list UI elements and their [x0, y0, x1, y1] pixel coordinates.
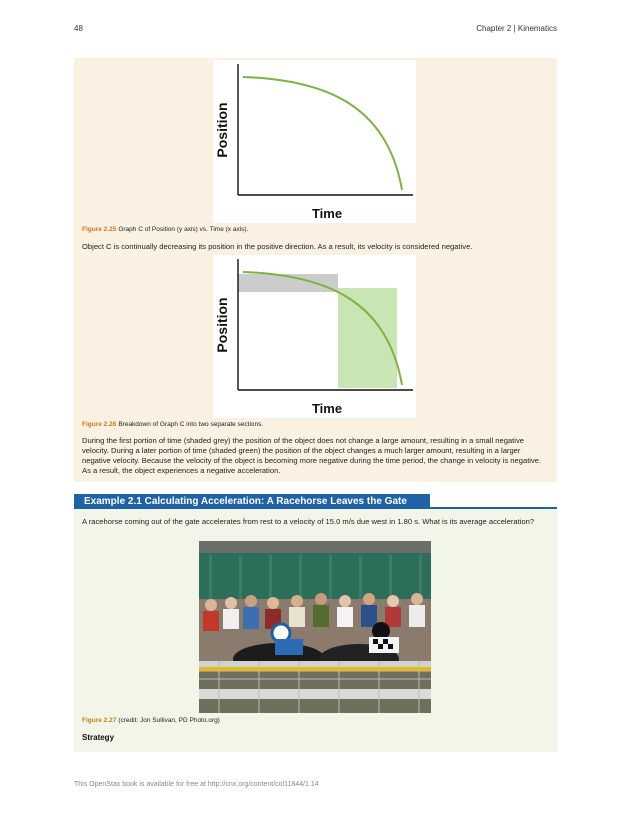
- figure-caption: [82, 717, 220, 724]
- paragraph: Object C is continually decreasing its position in the positive direction. As a result, its velocity is considered negative.: [82, 242, 473, 251]
- figure-caption: [82, 421, 263, 428]
- example-problem-text: A racehorse coming out of the gate accelerates from rest to a velocity of 15.0 m/s due west in 1.80 s. What is its average acceleration?: [82, 517, 535, 526]
- graph-c-svg: [213, 60, 416, 223]
- figure-graph-c-breakdown: [213, 255, 416, 418]
- running-head: Chapter 2 | Kinematics: [476, 24, 557, 33]
- graph-c-breakdown-svg: [213, 255, 416, 418]
- page-number: 48: [74, 24, 83, 33]
- caption-text: Graph C of Position (y axis) vs. Time (x axis).: [118, 226, 249, 233]
- caption-text: (credit: Jon Sullivan, PD Photo.org): [118, 717, 220, 724]
- x-axis-label: Time: [311, 206, 343, 221]
- example-title: Example 2.1 Calculating Acceleration: A Racehorse Leaves the Gate: [74, 494, 430, 509]
- figure-number: Figure 2.26: [82, 421, 117, 428]
- green-shaded-region: [338, 288, 397, 388]
- figure-graph-c: [213, 60, 416, 223]
- footer-note: This OpenStax book is available for free at http://cnx.org/content/col11844/1.14: [74, 781, 319, 788]
- x-axis-label: Time: [311, 401, 343, 416]
- racehorse-photo: [199, 541, 431, 713]
- y-axis-label: Position: [214, 102, 230, 158]
- figure-caption: [82, 226, 248, 233]
- figure-number: Figure 2.27: [82, 717, 117, 724]
- figure-number: Figure 2.25: [82, 226, 117, 233]
- strategy-heading: Strategy: [82, 733, 115, 742]
- position-curve: [243, 77, 402, 190]
- caption-text: Breakdown of Graph C into two separate sections.: [118, 421, 264, 428]
- paragraph: During the first portion of time (shaded grey) the position of the object does not change a large amount, resulting in a small negative velocity. During a later portion of time (shaded green) the position of the object changes a much larger amount, resulting in a larger negative velocity. Because the velocity of the object is becoming more negative during the time period, the change in velocity is negative. As a result, the object experiences a negative acceleration.: [82, 436, 542, 475]
- y-axis-label: Position: [214, 297, 230, 353]
- racehorse-photo-illustration: [199, 541, 431, 713]
